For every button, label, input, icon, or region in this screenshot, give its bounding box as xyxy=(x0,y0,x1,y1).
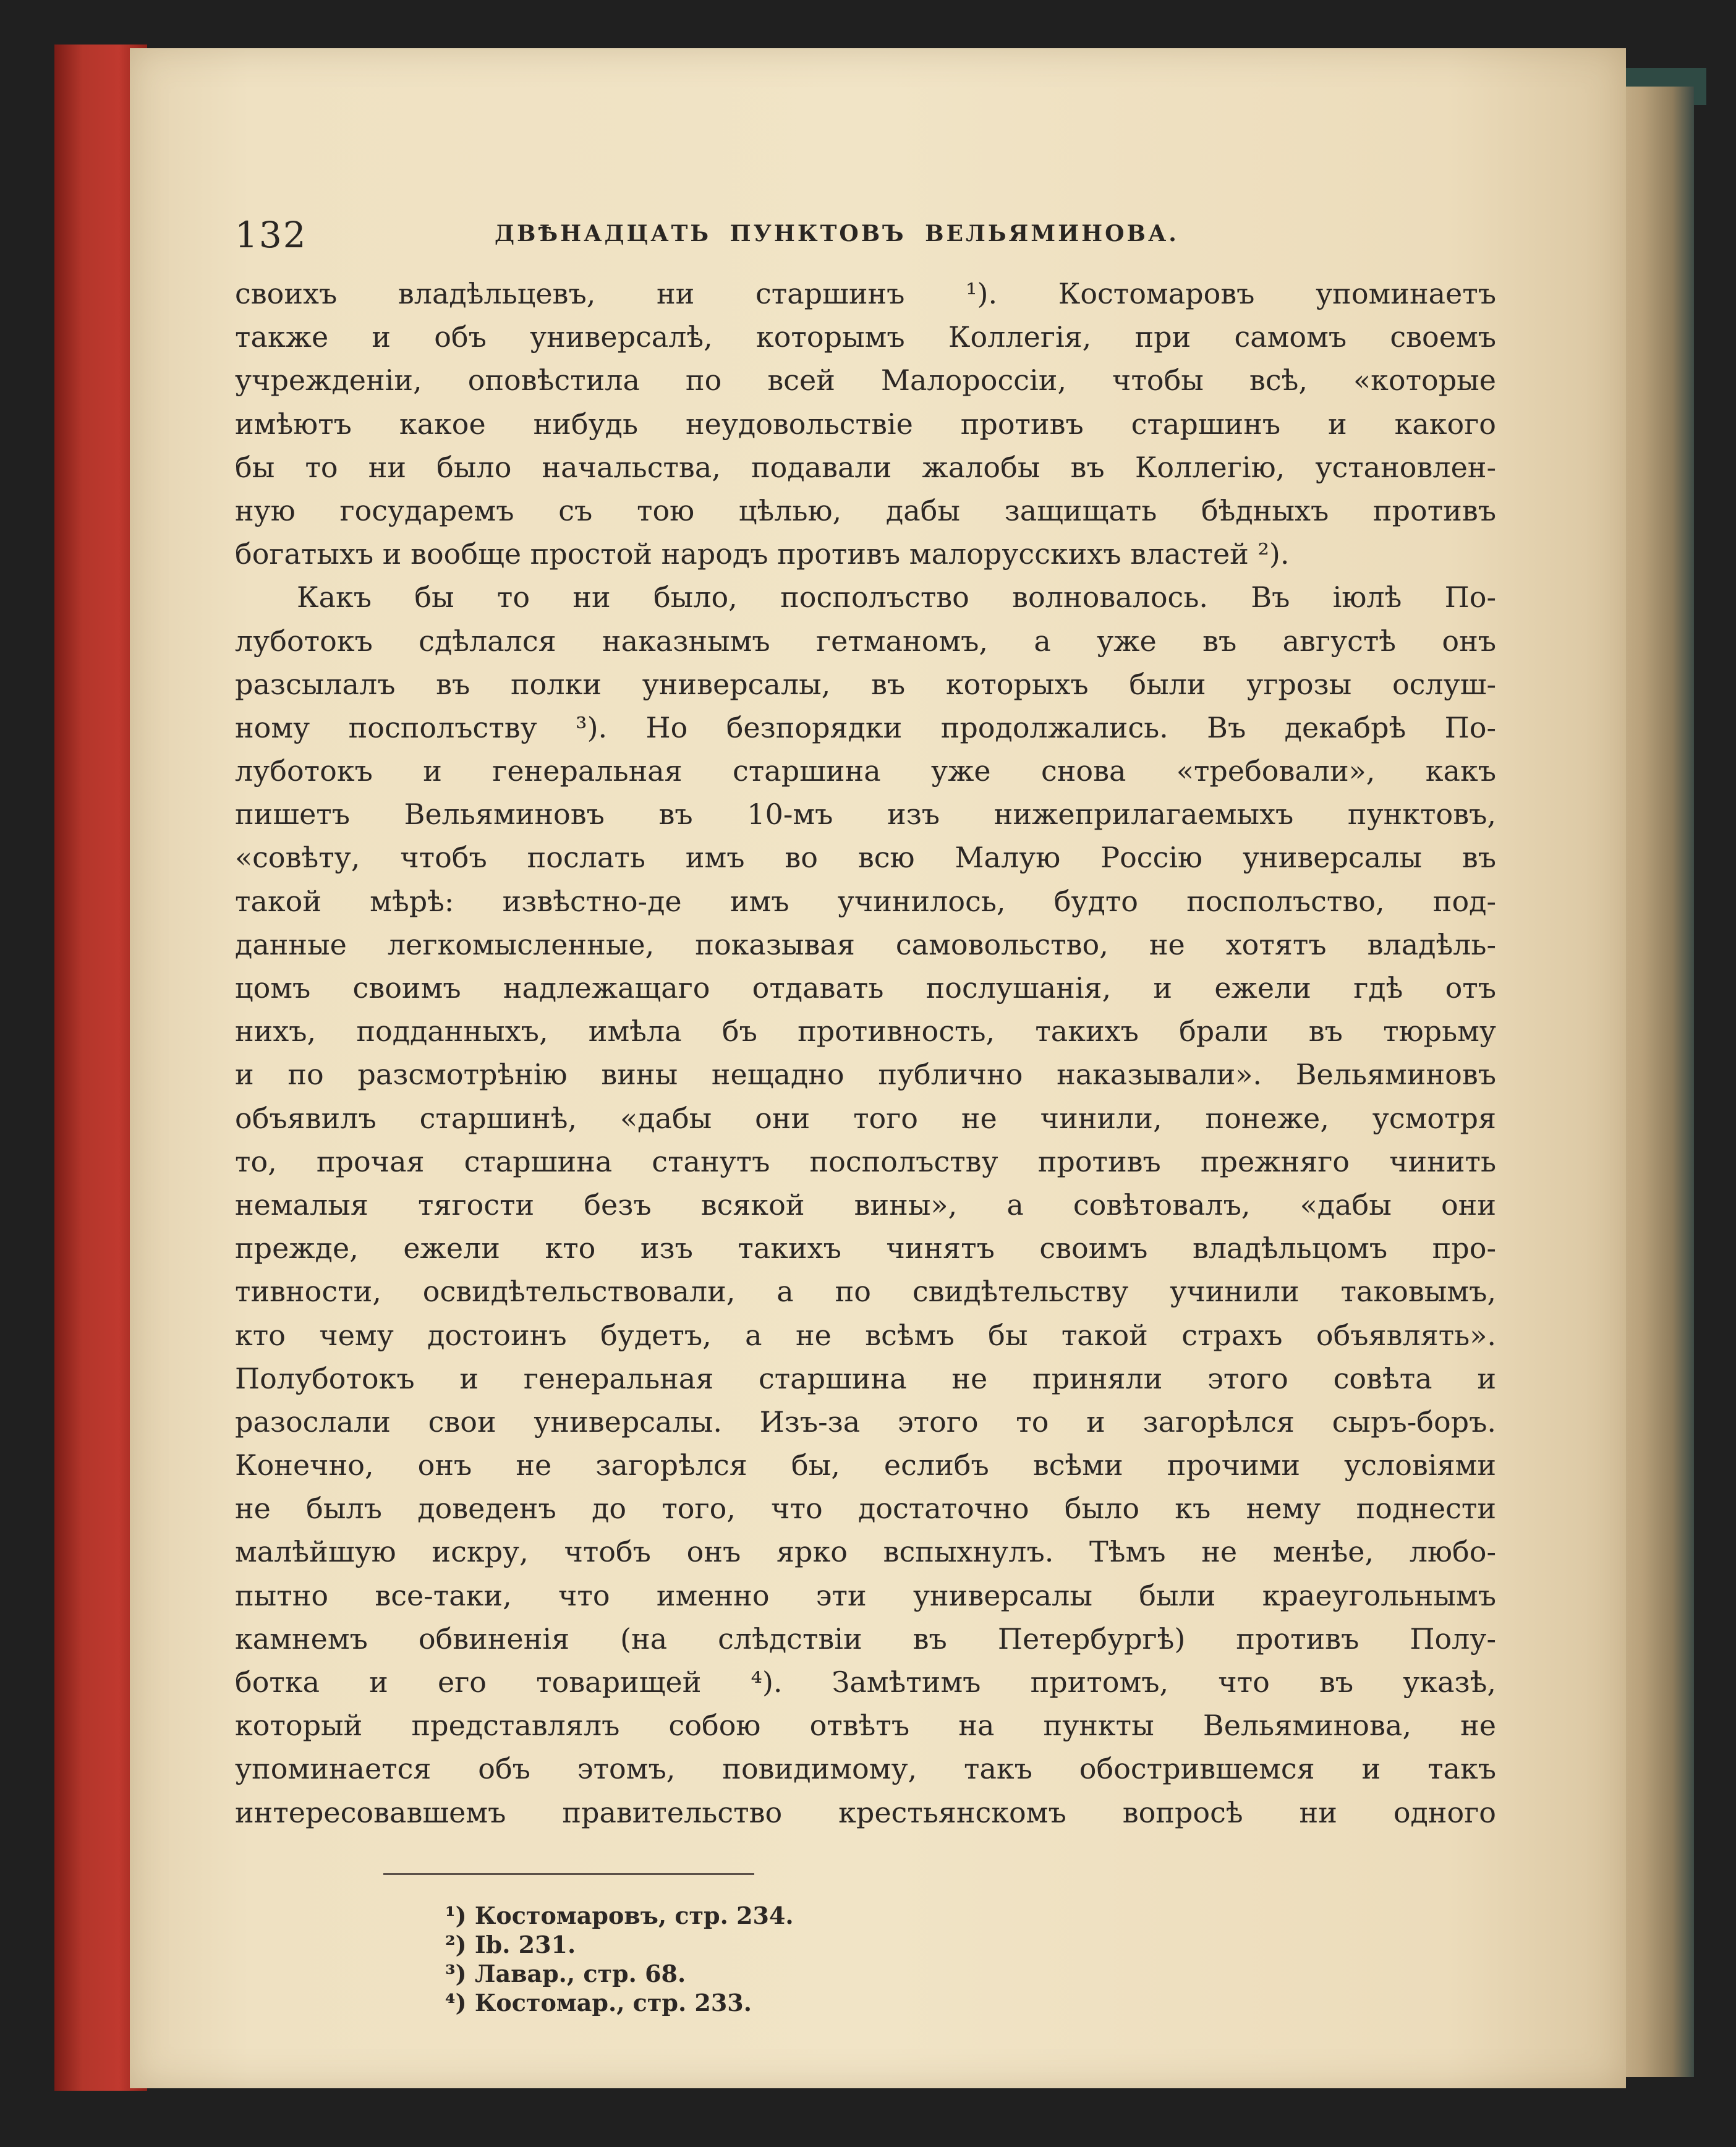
body-line: цомъ своимъ надлежащаго отдавать послушанія, и ежели гдѣ отъ xyxy=(235,971,1496,1005)
body-line: малѣйшую искру, чтобъ онъ ярко вспыхнулъ. Тѣмъ не менѣе, любо- xyxy=(235,1535,1496,1569)
body-line: прежде, ежели кто изъ такихъ чинятъ своимъ владѣльцомъ про- xyxy=(235,1231,1496,1265)
body-line: тивности, освидѣтельствовали, а по свидѣтельству учинили таковымъ, xyxy=(235,1275,1496,1309)
footnote: ⁴) Костомар., стр. 233. xyxy=(445,1989,752,2017)
body-line: ботка и его товарищей ⁴). Замѣтимъ притомъ, что въ указѣ, xyxy=(235,1665,1496,1699)
body-line: луботокъ сдѣлался наказнымъ гетманомъ, а уже въ августѣ онъ xyxy=(235,624,1496,658)
footnote-rule xyxy=(383,1873,754,1875)
body-line: «совѣту, чтобъ послать имъ во всю Малую Россію универсалы въ xyxy=(235,841,1496,875)
body-line: разсылалъ въ полки универсалы, въ которыхъ были угрозы ослуш- xyxy=(235,667,1496,701)
body-line: кто чему достоинъ будетъ, а не всѣмъ бы такой страхъ объявлять». xyxy=(235,1318,1496,1352)
body-line: имѣютъ какое нибудь неудовольствіе противъ старшинъ и какого xyxy=(235,407,1496,441)
body-line: который представлялъ собою отвѣтъ на пункты Вельяминова, не xyxy=(235,1709,1496,1743)
body-line: данные легкомысленные, показывая самовольство, не хотятъ владѣль- xyxy=(235,927,1496,961)
footnotes xyxy=(445,1901,794,2017)
body-line: луботокъ и генеральная старшина уже снова «требовали», какъ xyxy=(235,754,1496,788)
body-line: ному посполъству ³). Но безпорядки продолжались. Въ декабрѣ По- xyxy=(235,710,1496,744)
footnote: ²) Ib. 231. xyxy=(445,1931,576,1958)
footnote: ³) Лавар., стр. 68. xyxy=(445,1960,686,1988)
body-line: своихъ владѣльцевъ, ни старшинъ ¹). Костомаровъ упоминаетъ xyxy=(235,277,1496,310)
footnote: ¹) Костомаровъ, стр. 234. xyxy=(445,1902,794,1929)
body-line: не былъ доведенъ до того, что достаточно было къ нему поднести xyxy=(235,1492,1496,1526)
body-line: такой мѣрѣ: извѣстно-де имъ учинилось, будто посполъство, под- xyxy=(235,884,1496,918)
body-line: разослали свои универсалы. Изъ-за этого то и загорѣлся сыръ-боръ. xyxy=(235,1405,1496,1439)
running-title: ДВѢНАДЦАТЬ ПУНКТОВЪ ВЕЛЬЯМИНОВА. xyxy=(495,221,1179,247)
page-number: 132 xyxy=(235,214,307,256)
body-line: упоминается объ этомъ, повидимому, такъ обострившемся и такъ xyxy=(235,1752,1496,1786)
body-line: также и объ универсалѣ, которымъ Коллегія, при самомъ своемъ xyxy=(235,320,1496,354)
body-line: богатыхъ и вообще простой народъ противъ малорусскихъ властей ²). xyxy=(235,537,1290,571)
body-line: пишетъ Вельяминовъ въ 10-мъ изъ нижеприлагаемыхъ пунктовъ, xyxy=(235,797,1496,831)
body-line: учрежденіи, оповѣстила по всей Малороссіи, чтобы всѣ, «которые xyxy=(235,364,1496,398)
body-line: то, прочая старшина станутъ посполъству противъ прежняго чинить xyxy=(235,1144,1496,1178)
running-head xyxy=(235,210,1212,260)
body-line: бы то ни было начальства, подавали жалобы въ Коллегію, установлен- xyxy=(235,450,1496,484)
body-text xyxy=(235,272,1496,1834)
body-line: Какъ бы то ни было, посполъство волновалось. Въ іюлѣ По- xyxy=(297,580,1496,614)
body-line: интересовавшемъ правительство крестьянскомъ вопросѣ ни одного xyxy=(235,1795,1496,1829)
body-line: ную государемъ съ тою цѣлью, дабы защищать бѣдныхъ противъ xyxy=(235,493,1496,527)
body-line: Полуботокъ и генеральная старшина не приняли этого совѣта и xyxy=(235,1361,1496,1395)
body-line: пытно все-таки, что именно эти универсалы были краеугольнымъ xyxy=(235,1578,1496,1612)
body-line: Конечно, онъ не загорѣлся бы, еслибъ всѣми прочими условіями xyxy=(235,1448,1496,1482)
body-line: и по разсмотрѣнію вины нещадно публично наказывали». Вельяминовъ xyxy=(235,1058,1496,1092)
body-line: нихъ, подданныхъ, имѣла бъ противность, такихъ брали въ тюрьму xyxy=(235,1014,1496,1048)
body-line: объявилъ старшинѣ, «дабы они того не чинили, понеже, усмотря xyxy=(235,1101,1496,1135)
body-line: немалыя тягости безъ всякой вины», а совѣтовалъ, «дабы они xyxy=(235,1188,1496,1222)
body-line: камнемъ обвиненія (на слѣдствіи въ Петербургѣ) противъ Полу- xyxy=(235,1622,1496,1656)
